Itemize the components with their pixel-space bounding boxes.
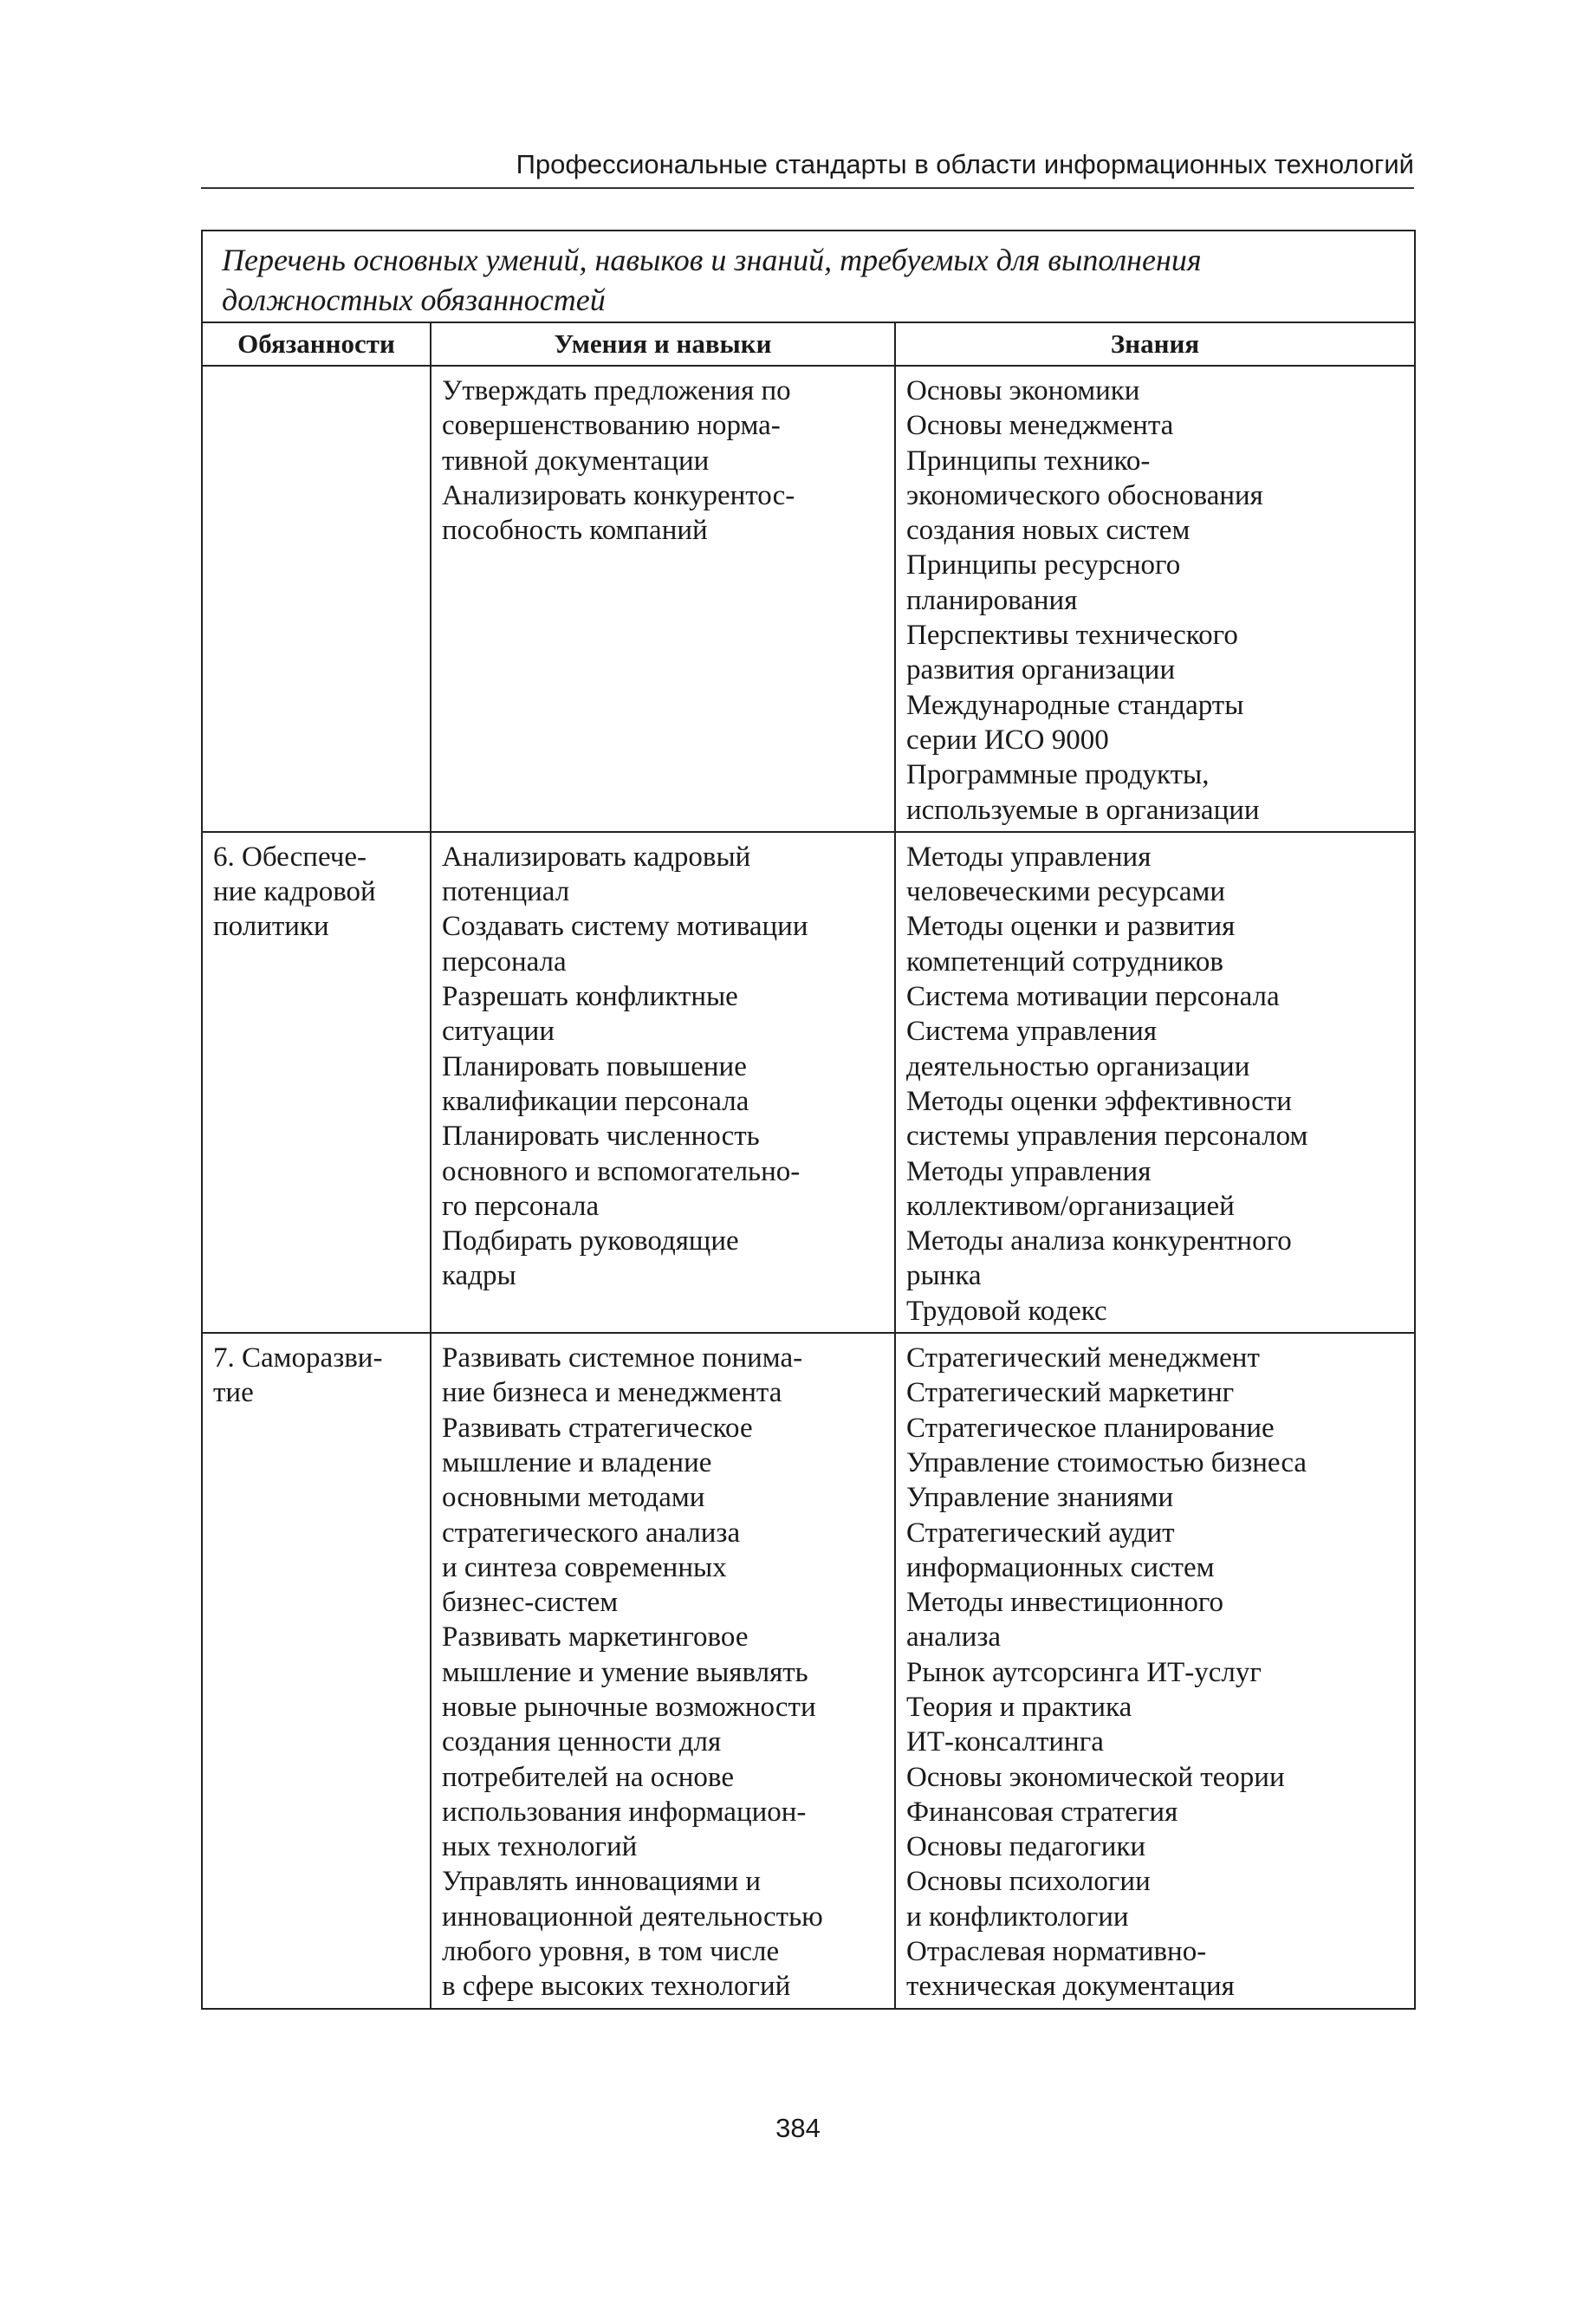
cell-line: Управлять инновациями и [442, 1866, 762, 1898]
cell-line: рынка [906, 1260, 982, 1292]
duty-cell [202, 832, 431, 1333]
table-row [202, 1333, 1415, 2009]
cell-line: кадры [442, 1260, 516, 1292]
duty-cell [202, 366, 431, 832]
table-caption [202, 231, 1415, 322]
cell-line: любого уровня, в том числе [442, 1936, 780, 1968]
cell-line: тие [213, 1377, 254, 1409]
column-header-knowledge: Знания [895, 322, 1415, 366]
cell-line: Основы психологии [906, 1866, 1151, 1898]
cell-line: Методы оценки и развития [906, 911, 1236, 943]
duty-cell [202, 1333, 431, 2009]
duties-table [201, 230, 1416, 2010]
cell-line: стратегического анализа [442, 1517, 741, 1549]
skills-cell [431, 366, 895, 832]
cell-line: Развивать стратегическое [442, 1412, 753, 1444]
cell-line: ных технологий [442, 1831, 638, 1863]
cell-line: Теория и практика [906, 1691, 1132, 1723]
column-header-row [202, 322, 1415, 366]
cell-line: Утверждать предложения по [442, 375, 791, 406]
cell-line: Перспективы технического [906, 620, 1238, 652]
knowledge-cell [895, 366, 1415, 832]
caption-line: должностных обязанностей [222, 283, 606, 317]
column-header-duties: Обязанности [202, 322, 431, 366]
cell-line: Стратегический маркетинг [906, 1377, 1235, 1409]
knowledge-cell [895, 832, 1415, 1333]
knowledge-cell [895, 1333, 1415, 2009]
cell-line: Основы менеджмента [906, 410, 1174, 442]
cell-line: Стратегический менеджмент [906, 1342, 1260, 1374]
cell-line: используемые в организации [906, 794, 1260, 826]
cell-line: анализа [906, 1621, 1002, 1654]
caption-line: Перечень основных умений, навыков и знаний, требуемых для выполнения [222, 243, 1202, 277]
cell-line: развития организации [906, 654, 1176, 686]
cell-line: Финансовая стратегия [906, 1796, 1178, 1828]
cell-line: потенциал [442, 876, 570, 908]
cell-line: Создавать систему мотивации [442, 911, 808, 943]
cell-line: серии ИСО 9000 [906, 724, 1109, 756]
cell-line: Управление знаниями [906, 1482, 1174, 1514]
cell-line: пособность компаний [442, 515, 708, 547]
cell-line: Основы педагогики [906, 1831, 1146, 1863]
cell-line: Методы управления [906, 841, 1152, 873]
cell-line: компетенций сотрудников [906, 945, 1223, 978]
cell-line: Отраслевая нормативно- [906, 1936, 1207, 1968]
cell-line: Система управления [906, 1016, 1158, 1048]
cell-line: техническая документация [906, 1971, 1235, 2003]
cell-line: экономического обоснования [906, 479, 1263, 511]
table-row [202, 832, 1415, 1333]
cell-line: Подбирать руководящие [442, 1225, 739, 1257]
cell-line: планирования [906, 584, 1078, 616]
cell-line: Принципы технико- [906, 445, 1151, 477]
cell-line: тивной документации [442, 445, 710, 477]
cell-line: деятельностью организации [906, 1050, 1250, 1082]
cell-line: Принципы ресурсного [906, 549, 1181, 581]
cell-line: Разрешать конфликтные [442, 981, 738, 1013]
table-row [202, 366, 1415, 832]
cell-line: создания ценности для [442, 1726, 722, 1758]
cell-line: Методы анализа конкурентного [906, 1225, 1292, 1257]
column-header-skills: Умения и навыки [431, 322, 895, 366]
cell-line: Основы экономики [906, 375, 1140, 406]
cell-line: совершенствованию норма- [442, 410, 781, 442]
cell-line: Стратегическое планирование [906, 1412, 1275, 1444]
cell-line: системы управления персоналом [906, 1121, 1308, 1153]
cell-line: основного и вспомогательно- [442, 1155, 801, 1187]
cell-line: Планировать численность [442, 1121, 760, 1153]
cell-line: информационных систем [906, 1551, 1215, 1583]
cell-line: основными методами [442, 1482, 705, 1514]
cell-line: квалификации персонала [442, 1085, 749, 1117]
cell-line: Рынок аутсорсинга ИТ-услуг [906, 1656, 1262, 1688]
cell-line: коллективом/организацией [906, 1190, 1235, 1222]
cell-line: мышление и умение выявлять [442, 1656, 808, 1688]
table-caption-row [202, 231, 1415, 322]
cell-line: ИТ-консалтинга [906, 1726, 1104, 1758]
skills-cell [431, 1333, 895, 2009]
cell-line: Планировать повышение [442, 1050, 747, 1082]
cell-line: персонала [442, 945, 567, 978]
skills-cell [431, 832, 895, 1333]
cell-line: человеческими ресурсами [906, 876, 1226, 908]
cell-line: ситуации [442, 1016, 555, 1048]
page-number: 384 [775, 2113, 821, 2143]
cell-line: Анализировать конкурентос- [442, 479, 795, 511]
cell-line: в сфере высоких технологий [442, 1971, 791, 2003]
running-header: Профессиональные стандарты в области информационных технологий [201, 147, 1414, 189]
cell-line: Методы инвестиционного [906, 1587, 1224, 1619]
cell-line: Трудовой кодекс [906, 1295, 1107, 1327]
cell-line: 7. Саморазви- [213, 1342, 383, 1374]
cell-line: 6. Обеспече- [213, 841, 367, 873]
cell-line: создания новых систем [906, 515, 1191, 547]
cell-line: Стратегический аудит [906, 1517, 1175, 1549]
cell-line: новые рыночные возможности [442, 1691, 816, 1723]
cell-line: бизнес-систем [442, 1587, 619, 1619]
cell-line: Анализировать кадровый [442, 841, 751, 873]
cell-line: Система мотивации персонала [906, 981, 1280, 1013]
table-body [202, 366, 1415, 2009]
cell-line: Методы оценки эффективности [906, 1085, 1292, 1117]
cell-line: использования информацион- [442, 1796, 807, 1828]
cell-line: Основы экономической теории [906, 1761, 1285, 1793]
cell-line: политики [213, 911, 329, 943]
cell-line: и синтеза современных [442, 1551, 727, 1583]
cell-line: Развивать системное понима- [442, 1342, 803, 1374]
cell-line: потребителей на основе [442, 1761, 734, 1793]
cell-line: и конфликтологии [906, 1900, 1129, 1933]
cell-line: го персонала [442, 1190, 600, 1222]
cell-line: инновационной деятельностью [442, 1900, 823, 1933]
cell-line: мышление и владение [442, 1446, 712, 1478]
cell-line: ние кадровой [213, 876, 376, 908]
cell-line: Управление стоимостью бизнеса [906, 1446, 1307, 1478]
cell-line: ние бизнеса и менеджмента [442, 1377, 782, 1409]
cell-line: Программные продукты, [906, 759, 1210, 791]
cell-line: Развивать маркетинговое [442, 1621, 749, 1654]
cell-line: Международные стандарты [906, 689, 1244, 721]
cell-line: Методы управления [906, 1155, 1152, 1187]
